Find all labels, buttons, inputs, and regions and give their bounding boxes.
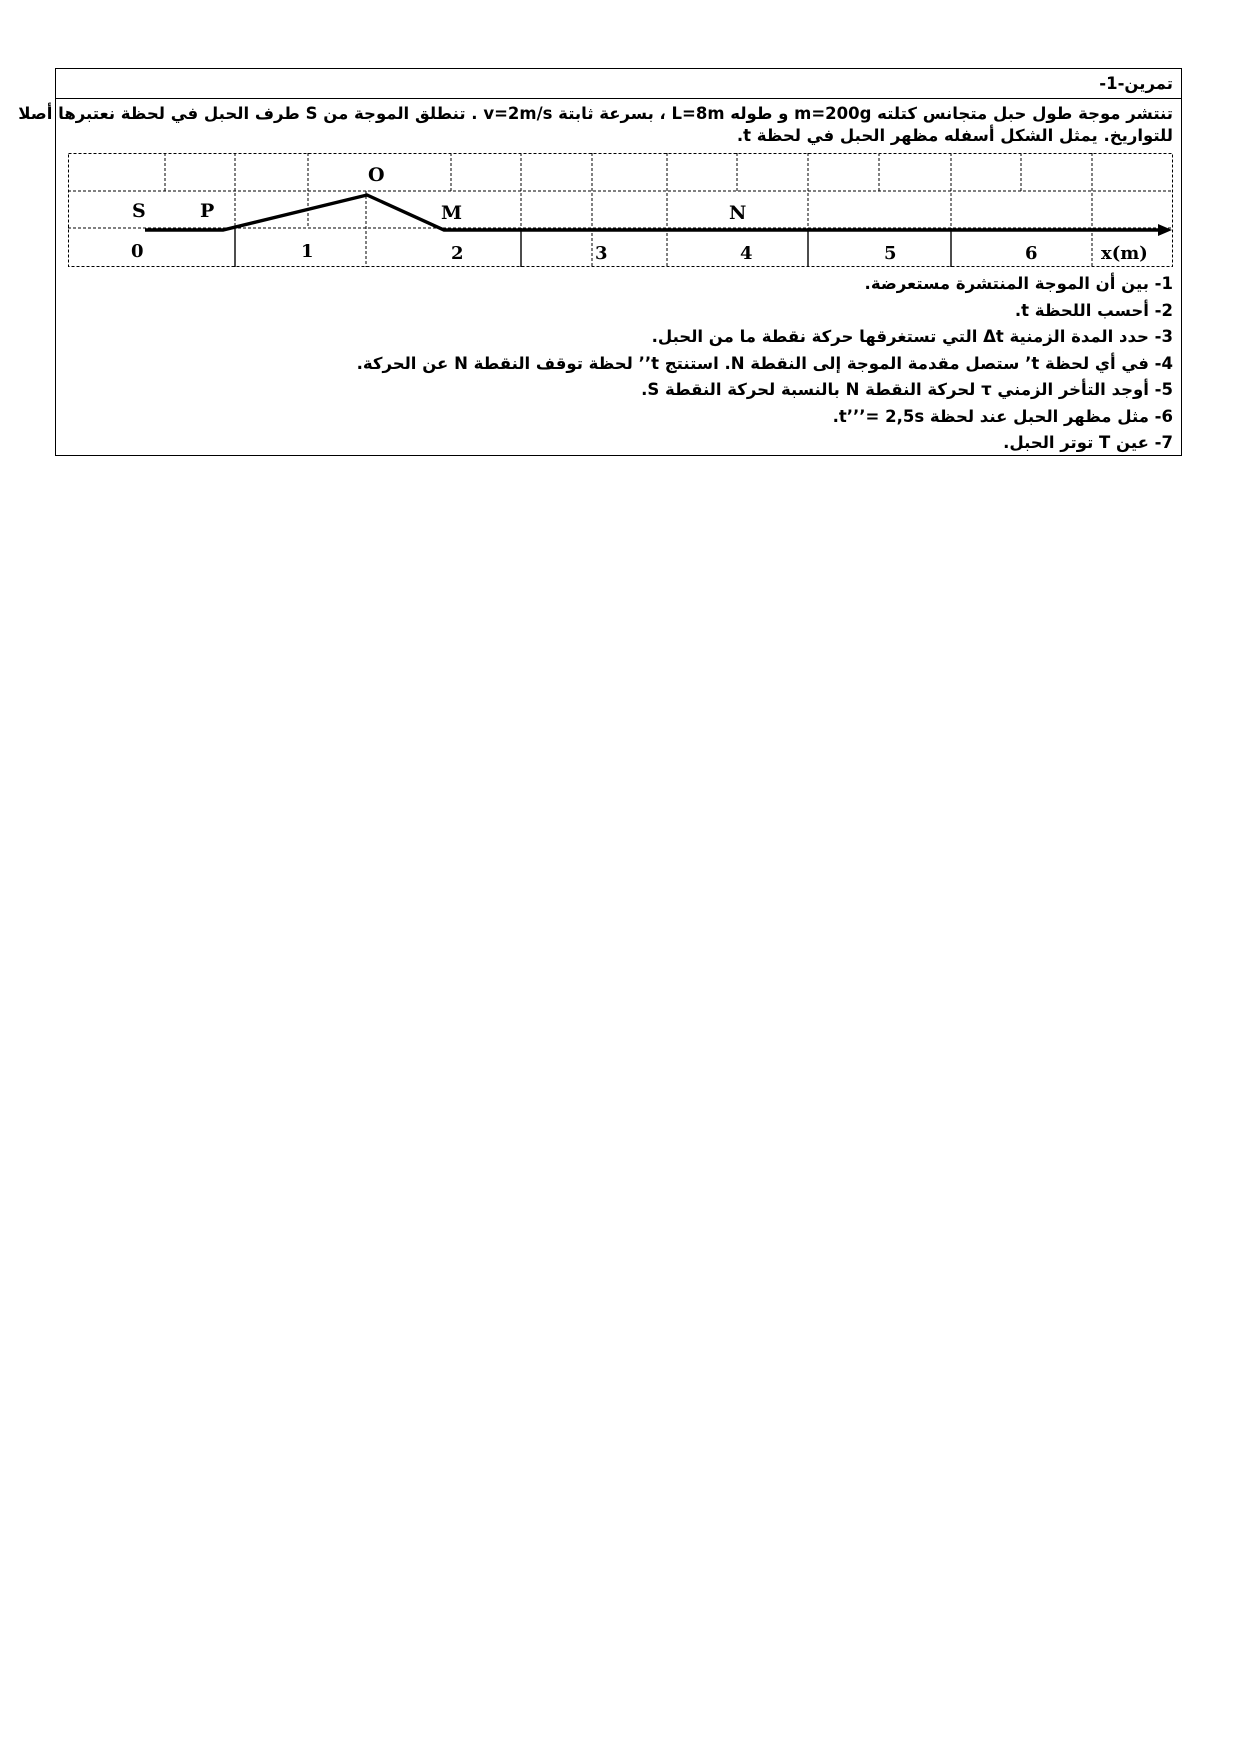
axis-arrow-head [1158, 224, 1172, 236]
label-n: N [729, 202, 747, 224]
exercise-box [18, 68, 1182, 456]
label-p: P [200, 200, 215, 222]
axis-solid-segments [235, 228, 951, 267]
intro-line-1: تنتشر موجة طول حبل متجانس كتلته m=200g و طوله L=8m ، بسرعة ثابتة v=2m/s . تنطلق الموجة من S طرف الحبل في لحظة نعتبرها أصلا [18, 104, 1173, 123]
question-7: 7- عين T توتر الحبل. [1003, 433, 1173, 452]
exercise-title: تمرين-1- [1099, 74, 1173, 93]
question-5: 5- أوجد التأخر الزمني τ لحركة النقطة N بالنسبة لحركة النقطة S. [641, 380, 1173, 399]
rope-line [145, 195, 1158, 230]
intro-line-2: للتواريخ. يمثل الشكل أسفله مظهر الحبل في لحظة t. [736, 126, 1173, 145]
tick-1: 1 [301, 241, 314, 262]
tick-5: 5 [884, 243, 897, 264]
question-4: 4- في أي لحظة t’ ستصل مقدمة الموجة إلى النقطة N. استنتج t’’ لحظة توقف النقطة N عن الحركة. [356, 353, 1173, 373]
tick-6: 6 [1025, 243, 1038, 264]
title-row [56, 69, 1181, 99]
question-1: 1- بين أن الموجة المنتشرة مستعرضة. [864, 274, 1173, 293]
rope-figure [68, 153, 1174, 267]
exercise-intro [18, 103, 1173, 147]
tick-0: 0 [131, 241, 144, 262]
label-o: O [368, 164, 385, 186]
dashed-grid [68, 153, 1173, 267]
question-3: 3- حدد المدة الزمنية Δt التي تستغرقها حركة نقطة ما من الحبل. [651, 327, 1173, 346]
question-6: 6- مثل مظهر الحبل عند لحظة t’’’= 2,5s. [832, 406, 1173, 426]
label-s: S [132, 200, 146, 222]
axis-label: x(m) [1101, 243, 1148, 264]
tick-3: 3 [595, 243, 608, 264]
tick-4: 4 [740, 243, 753, 264]
tick-2: 2 [451, 243, 464, 264]
question-2: 2- أحسب اللحظة t. [1014, 300, 1173, 320]
questions-list [64, 271, 1173, 457]
label-m: M [441, 202, 463, 224]
rope-diagram [68, 153, 1174, 267]
